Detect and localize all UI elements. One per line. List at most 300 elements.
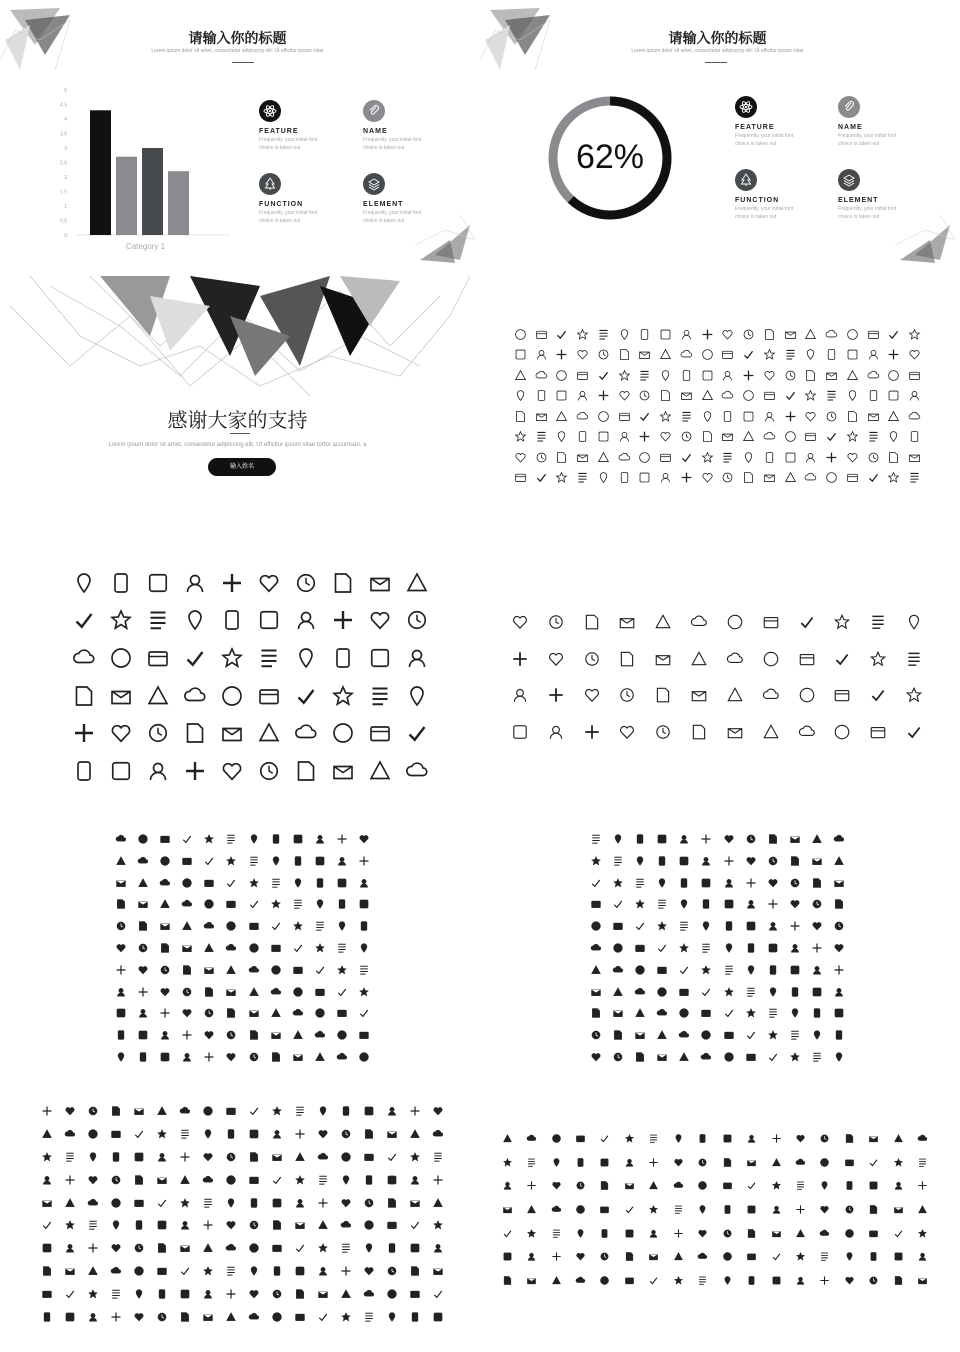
glyph-icon	[65, 564, 102, 602]
glyph-icon	[568, 1151, 592, 1175]
glyph-icon	[718, 1024, 740, 1046]
glyph-icon	[266, 1123, 289, 1146]
glyph-icon	[651, 959, 673, 981]
glyph-icon	[863, 386, 884, 407]
glyph-icon	[81, 1123, 104, 1146]
glyph-icon	[593, 1245, 617, 1269]
glyph-icon	[132, 828, 154, 850]
glyph-icon	[784, 959, 806, 981]
glyph-icon	[666, 1198, 690, 1222]
glyph-icon	[287, 677, 324, 715]
glyph-icon	[358, 1237, 381, 1260]
glyph-icon	[132, 1003, 154, 1025]
glyph-icon	[132, 893, 154, 915]
glyph-icon	[629, 937, 651, 959]
glyph-icon	[381, 1146, 404, 1169]
glyph-icon	[617, 1151, 641, 1175]
glyph-icon	[309, 872, 331, 894]
glyph-icon	[510, 406, 531, 427]
element-label: ELEMENT	[363, 201, 404, 208]
glyph-icon	[287, 1003, 309, 1025]
glyph-icon	[753, 677, 789, 714]
glyph-icon	[828, 937, 850, 959]
glyph-icon	[691, 1221, 715, 1245]
thanks-rule	[230, 433, 250, 434]
glyph-icon	[127, 1237, 150, 1260]
glyph-icon	[911, 1174, 935, 1198]
glyph-icon	[740, 893, 762, 915]
glyph-icon	[691, 1268, 715, 1292]
glyph-icon	[788, 1174, 812, 1198]
glyph-icon	[104, 1282, 127, 1305]
glyph-icon	[762, 1046, 784, 1068]
glyph-icon	[196, 1100, 219, 1123]
y-tick-label: 4.5	[60, 102, 67, 109]
icon-grid	[510, 324, 925, 486]
glyph-icon	[58, 1305, 81, 1328]
glyph-icon	[198, 959, 220, 981]
glyph-icon	[404, 1282, 427, 1305]
thanks-title: 感谢大家的支持	[167, 408, 308, 432]
glyph-icon	[495, 1174, 519, 1198]
bar-series-2	[116, 157, 137, 235]
glyph-icon	[176, 639, 213, 677]
glyph-icon	[242, 1282, 265, 1305]
element-desc-2: choice is taken out	[838, 214, 880, 220]
glyph-icon	[740, 1046, 762, 1068]
glyph-icon	[502, 714, 538, 751]
function-desc-2: choice is taken out	[735, 214, 777, 220]
glyph-icon	[544, 1127, 568, 1151]
glyph-icon	[381, 1123, 404, 1146]
glyph-icon	[837, 1127, 861, 1151]
glyph-icon	[150, 1168, 173, 1191]
glyph-icon	[242, 1237, 265, 1260]
glyph-icon	[242, 1146, 265, 1169]
glyph-icon	[361, 677, 398, 715]
glyph-icon	[150, 1146, 173, 1169]
glyph-icon	[176, 1003, 198, 1025]
glyph-icon	[635, 386, 656, 407]
glyph-icon	[266, 1100, 289, 1123]
glyph-icon	[824, 641, 860, 678]
glyph-icon	[762, 1024, 784, 1046]
glyph-icon	[762, 1003, 784, 1025]
bar-series-4	[168, 171, 189, 235]
glyph-icon	[607, 981, 629, 1003]
glyph-icon	[828, 1046, 850, 1068]
glyph-icon	[629, 959, 651, 981]
glyph-icon	[324, 677, 361, 715]
glyph-icon	[198, 893, 220, 915]
icon-set-medium-outline	[480, 552, 955, 792]
glyph-icon	[312, 1260, 335, 1283]
glyph-icon	[762, 828, 784, 850]
glyph-icon	[289, 1168, 312, 1191]
glyph-icon	[176, 677, 213, 715]
glyph-icon	[629, 1003, 651, 1025]
glyph-icon	[759, 365, 780, 386]
glyph-icon	[642, 1198, 666, 1222]
glyph-icon	[220, 1024, 242, 1046]
glyph-icon	[519, 1127, 543, 1151]
glyph-icon	[862, 1127, 886, 1151]
glyph-icon	[427, 1214, 450, 1237]
glyph-icon	[789, 604, 825, 641]
glyph-icon	[614, 468, 635, 487]
glyph-icon	[353, 1003, 375, 1025]
glyph-icon	[666, 1221, 690, 1245]
glyph-icon	[574, 641, 610, 678]
glyph-icon	[353, 872, 375, 894]
glyph-icon	[764, 1198, 788, 1222]
glyph-icon	[904, 447, 925, 468]
glyph-icon	[150, 1260, 173, 1283]
glyph-icon	[266, 1214, 289, 1237]
glyph-icon	[427, 1146, 450, 1169]
glyph-icon	[715, 1198, 739, 1222]
glyph-icon	[176, 937, 198, 959]
glyph-icon	[828, 850, 850, 872]
glyph-icon	[196, 1260, 219, 1283]
glyph-icon	[398, 564, 435, 602]
glyph-icon	[821, 324, 842, 345]
glyph-icon	[110, 1046, 132, 1068]
glyph-icon	[896, 641, 932, 678]
glyph-icon	[427, 1123, 450, 1146]
glyph-icon	[309, 915, 331, 937]
glyph-icon	[738, 447, 759, 468]
glyph-icon	[911, 1221, 935, 1245]
glyph-icon	[609, 641, 645, 678]
feature-desc-1: Frequently, your initial font	[735, 133, 794, 139]
glyph-icon	[806, 981, 828, 1003]
glyph-icon	[173, 1168, 196, 1191]
glyph-icon	[287, 872, 309, 894]
glyph-icon	[585, 937, 607, 959]
glyph-icon	[81, 1237, 104, 1260]
glyph-icon	[806, 872, 828, 894]
slide2-subtitle: Lorem ipsum dolor sit amet, consectetur adipiscing elit. Ut efficitur ipsum vitae	[631, 48, 804, 54]
glyph-icon	[617, 1198, 641, 1222]
glyph-icon	[287, 893, 309, 915]
glyph-icon	[886, 1221, 910, 1245]
glyph-icon	[739, 1268, 763, 1292]
glyph-icon	[806, 828, 828, 850]
glyph-icon	[173, 1146, 196, 1169]
function-card	[259, 173, 349, 224]
glyph-icon	[585, 1046, 607, 1068]
glyph-icon	[427, 1260, 450, 1283]
glyph-icon	[495, 1198, 519, 1222]
glyph-icon	[132, 850, 154, 872]
glyph-icon	[614, 345, 635, 366]
glyph-icon	[863, 345, 884, 366]
tree-icon	[735, 169, 757, 191]
glyph-icon	[132, 1024, 154, 1046]
glyph-icon	[828, 828, 850, 850]
glyph-icon	[655, 345, 676, 366]
glyph-icon	[676, 324, 697, 345]
glyph-icon	[173, 1260, 196, 1283]
glyph-icon	[110, 937, 132, 959]
glyph-icon	[335, 1191, 358, 1214]
glyph-icon	[695, 959, 717, 981]
glyph-icon	[629, 893, 651, 915]
glyph-icon	[266, 1305, 289, 1328]
glyph-icon	[495, 1151, 519, 1175]
glyph-icon	[789, 714, 825, 751]
glyph-icon	[593, 345, 614, 366]
glyph-icon	[739, 1245, 763, 1269]
glyph-icon	[243, 1024, 265, 1046]
glyph-icon	[127, 1100, 150, 1123]
glyph-icon	[104, 1305, 127, 1328]
glyph-icon	[353, 893, 375, 915]
glyph-icon	[242, 1123, 265, 1146]
glyph-icon	[813, 1245, 837, 1269]
glyph-icon	[862, 1245, 886, 1269]
glyph-icon	[718, 468, 739, 487]
glyph-icon	[572, 468, 593, 487]
glyph-icon	[614, 427, 635, 448]
glyph-icon	[655, 447, 676, 468]
glyph-icon	[510, 447, 531, 468]
glyph-icon	[695, 872, 717, 894]
glyph-icon	[519, 1268, 543, 1292]
glyph-icon	[607, 1003, 629, 1025]
glyph-icon	[510, 468, 531, 487]
glyph-icon	[651, 828, 673, 850]
feature-card	[259, 100, 349, 151]
glyph-icon	[312, 1123, 335, 1146]
glyph-icon	[904, 365, 925, 386]
glyph-icon	[353, 1046, 375, 1068]
glyph-icon	[198, 981, 220, 1003]
glyph-icon	[544, 1245, 568, 1269]
glyph-icon	[784, 1046, 806, 1068]
glyph-icon	[139, 752, 176, 790]
glyph-icon	[676, 406, 697, 427]
glyph-icon	[219, 1282, 242, 1305]
glyph-icon	[806, 1003, 828, 1025]
glyph-icon	[104, 1191, 127, 1214]
element-desc-1: Frequently, your initial font	[363, 210, 422, 216]
glyph-icon	[287, 937, 309, 959]
glyph-icon	[198, 850, 220, 872]
glyph-icon	[198, 828, 220, 850]
glyph-icon	[176, 981, 198, 1003]
glyph-icon	[139, 602, 176, 640]
glyph-icon	[243, 1003, 265, 1025]
glyph-icon	[198, 915, 220, 937]
glyph-icon	[198, 872, 220, 894]
glyph-icon	[911, 1127, 935, 1151]
glyph-icon	[593, 427, 614, 448]
glyph-icon	[154, 1046, 176, 1068]
slide-progress	[480, 0, 955, 268]
glyph-icon	[132, 872, 154, 894]
glyph-icon	[495, 1245, 519, 1269]
glyph-icon	[718, 959, 740, 981]
name-input-button[interactable]: 输入姓名	[208, 458, 276, 476]
glyph-icon	[219, 1168, 242, 1191]
glyph-icon	[617, 1127, 641, 1151]
glyph-icon	[718, 447, 739, 468]
glyph-icon	[784, 893, 806, 915]
glyph-icon	[309, 1046, 331, 1068]
glyph-icon	[896, 604, 932, 641]
glyph-icon	[287, 1046, 309, 1068]
glyph-icon	[629, 850, 651, 872]
glyph-icon	[695, 893, 717, 915]
glyph-icon	[538, 604, 574, 641]
glyph-icon	[150, 1305, 173, 1328]
glyph-icon	[862, 1151, 886, 1175]
glyph-icon	[220, 893, 242, 915]
glyph-icon	[614, 406, 635, 427]
glyph-icon	[884, 427, 905, 448]
glyph-icon	[904, 345, 925, 366]
glyph-icon	[242, 1191, 265, 1214]
glyph-icon	[676, 468, 697, 487]
glyph-icon	[862, 1268, 886, 1292]
glyph-icon	[911, 1151, 935, 1175]
glyph-icon	[495, 1268, 519, 1292]
glyph-icon	[335, 1237, 358, 1260]
glyph-icon	[552, 427, 573, 448]
glyph-icon	[58, 1260, 81, 1283]
glyph-icon	[335, 1146, 358, 1169]
glyph-icon	[718, 981, 740, 1003]
glyph-icon	[139, 564, 176, 602]
glyph-icon	[801, 406, 822, 427]
glyph-icon	[198, 1024, 220, 1046]
glyph-icon	[806, 893, 828, 915]
glyph-icon	[358, 1260, 381, 1283]
glyph-icon	[427, 1282, 450, 1305]
glyph-icon	[335, 1214, 358, 1237]
glyph-icon	[740, 828, 762, 850]
glyph-icon	[358, 1146, 381, 1169]
glyph-icon	[572, 406, 593, 427]
glyph-icon	[801, 345, 822, 366]
glyph-icon	[593, 447, 614, 468]
glyph-icon	[681, 604, 717, 641]
glyph-icon	[645, 677, 681, 714]
glyph-icon	[219, 1191, 242, 1214]
glyph-icon	[150, 1237, 173, 1260]
glyph-icon	[645, 714, 681, 751]
glyph-icon	[697, 447, 718, 468]
glyph-icon	[842, 386, 863, 407]
glyph-icon	[110, 1003, 132, 1025]
glyph-icon	[519, 1221, 543, 1245]
glyph-icon	[102, 715, 139, 753]
glyph-icon	[635, 447, 656, 468]
glyph-icon	[842, 406, 863, 427]
glyph-icon	[691, 1198, 715, 1222]
glyph-icon	[739, 1198, 763, 1222]
glyph-icon	[150, 1123, 173, 1146]
glyph-icon	[614, 324, 635, 345]
glyph-icon	[127, 1146, 150, 1169]
glyph-icon	[510, 365, 531, 386]
glyph-icon	[645, 641, 681, 678]
glyph-icon	[904, 468, 925, 487]
glyph-icon	[681, 677, 717, 714]
glyph-icon	[381, 1191, 404, 1214]
glyph-icon	[104, 1237, 127, 1260]
glyph-icon	[585, 1003, 607, 1025]
glyph-icon	[568, 1198, 592, 1222]
glyph-icon	[801, 468, 822, 487]
glyph-icon	[666, 1151, 690, 1175]
glyph-icon	[324, 639, 361, 677]
glyph-icon	[828, 1024, 850, 1046]
glyph-icon	[607, 1046, 629, 1068]
glyph-icon	[266, 1146, 289, 1169]
glyph-icon	[788, 1198, 812, 1222]
glyph-icon	[531, 468, 552, 487]
glyph-icon	[309, 893, 331, 915]
glyph-icon	[495, 1221, 519, 1245]
layers-icon	[838, 169, 860, 191]
glyph-icon	[651, 915, 673, 937]
glyph-icon	[502, 604, 538, 641]
glyph-icon	[154, 981, 176, 1003]
glyph-icon	[265, 981, 287, 1003]
glyph-icon	[806, 915, 828, 937]
glyph-icon	[695, 915, 717, 937]
glyph-icon	[863, 406, 884, 427]
slide-bar-chart	[0, 0, 475, 268]
glyph-icon	[837, 1174, 861, 1198]
glyph-icon	[801, 427, 822, 448]
glyph-icon	[289, 1100, 312, 1123]
glyph-icon	[642, 1245, 666, 1269]
glyph-icon	[740, 915, 762, 937]
glyph-icon	[213, 564, 250, 602]
glyph-icon	[717, 604, 753, 641]
glyph-icon	[821, 447, 842, 468]
glyph-icon	[828, 893, 850, 915]
glyph-icon	[585, 981, 607, 1003]
glyph-icon	[764, 1127, 788, 1151]
glyph-icon	[81, 1282, 104, 1305]
feature-desc-2: choice is taken out	[735, 141, 777, 147]
glyph-icon	[681, 714, 717, 751]
glyph-icon	[651, 981, 673, 1003]
glyph-icon	[753, 641, 789, 678]
glyph-icon	[842, 365, 863, 386]
glyph-icon	[860, 677, 896, 714]
glyph-icon	[886, 1151, 910, 1175]
slide-thanks	[0, 276, 475, 486]
glyph-icon	[828, 872, 850, 894]
glyph-icon	[593, 1151, 617, 1175]
glyph-icon	[531, 365, 552, 386]
glyph-icon	[331, 937, 353, 959]
glyph-icon	[718, 1003, 740, 1025]
glyph-icon	[353, 1024, 375, 1046]
glyph-icon	[220, 828, 242, 850]
glyph-icon	[427, 1237, 450, 1260]
glyph-icon	[780, 324, 801, 345]
glyph-icon	[860, 641, 896, 678]
glyph-icon	[35, 1100, 58, 1123]
glyph-icon	[718, 365, 739, 386]
